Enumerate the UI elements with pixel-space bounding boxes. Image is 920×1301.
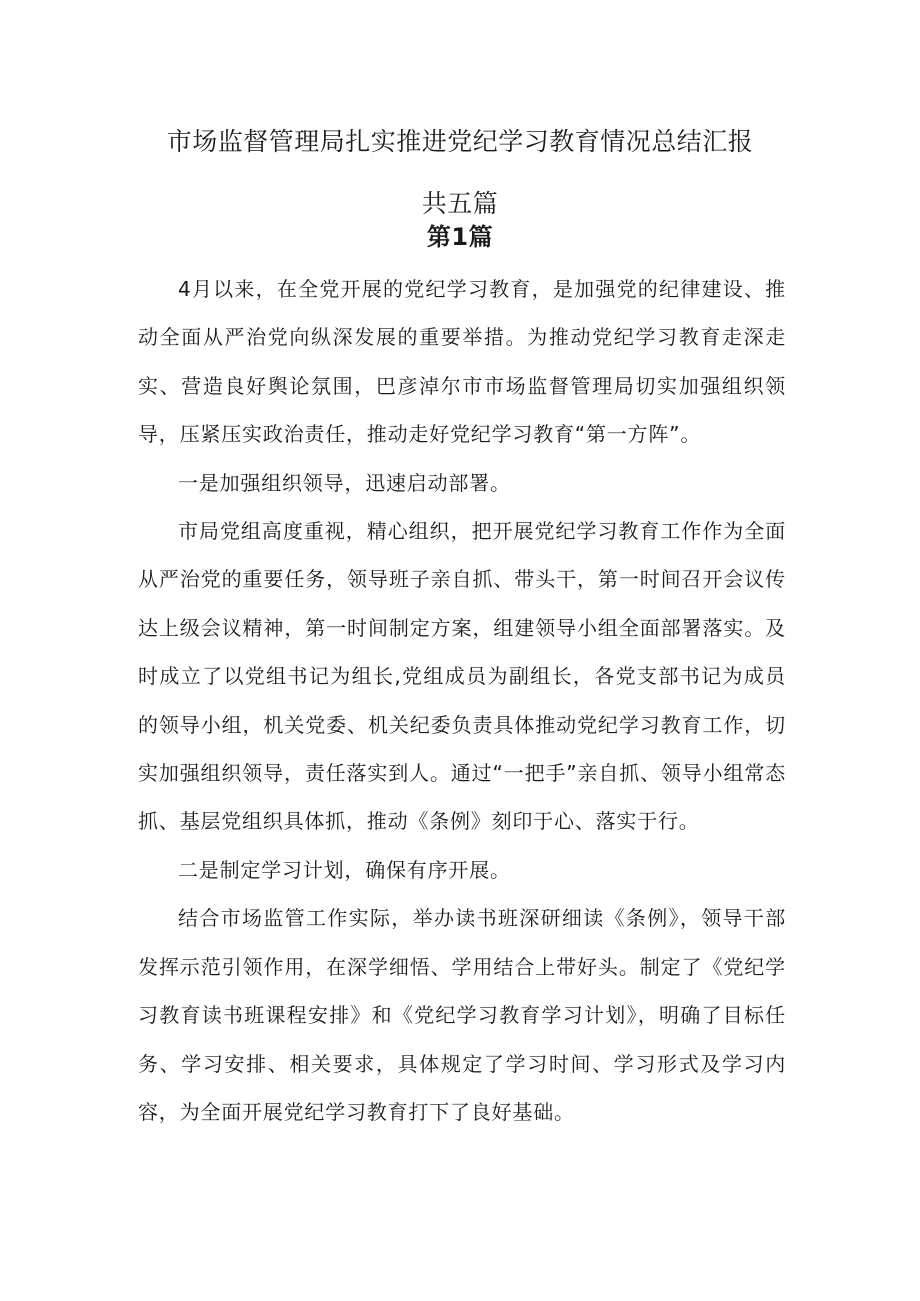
chapter-heading: 第1篇 xyxy=(426,223,494,251)
paragraph-section-1: 市局党组高度重视，精心组织，把开展党纪学习教育工作作为全面从严治党的重要任务，领导班子亲自抓、带头干，第一时间召开会议传达上级会议精神，第一时间制定方案，组建领导小组全面部署落实。及时成立了以党组书记为组长,党组成员为副组长，各党支部书记为成员的领导小组，机关党委、机关纪委负责具体推动党纪学习教育工作，切实加强组织领导，责任落实到人。通过“一把手”亲自抓、领导小组常态抓、基层党组织具体抓，推动《条例》刻印于心、落实于行。 xyxy=(138,519,786,834)
paragraph-intro: 4月以来，在全党开展的党纪学习教育，是加强党的纪律建设、推动全面从严治党向纵深发展的重要举措。为推动党纪学习教育走深走实、营造良好舆论氛围，巴彦淖尔市市场监督管理局切实加强组织领导，压紧压实政治责任，推动走好党纪学习教育“第一方阵”。 xyxy=(138,277,786,447)
paragraph-section-2: 结合市场监管工作实际，举办读书班深研细读《条例》，领导干部发挥示范引领作用，在深学细悟、学用结合上带好头。制定了《党纪学习教育读书班课程安排》和《党纪学习教育学习计划》，明确了目标任务、学习安排、相关要求，具体规定了学习时间、学习形式及学习内容，为全面开展党纪学习教育打下了良好基础。 xyxy=(138,906,786,1124)
section-heading-1: 一是加强组织领导，迅速启动部署。 xyxy=(178,470,511,495)
document-title: 市场监督管理局扎实推进党纪学习教育情况总结汇报 xyxy=(166,127,754,156)
document-body xyxy=(138,265,786,1136)
document-subtitle: 共五篇 xyxy=(421,189,499,218)
section-heading-2: 二是制定学习计划，确保有序开展。 xyxy=(178,857,511,882)
